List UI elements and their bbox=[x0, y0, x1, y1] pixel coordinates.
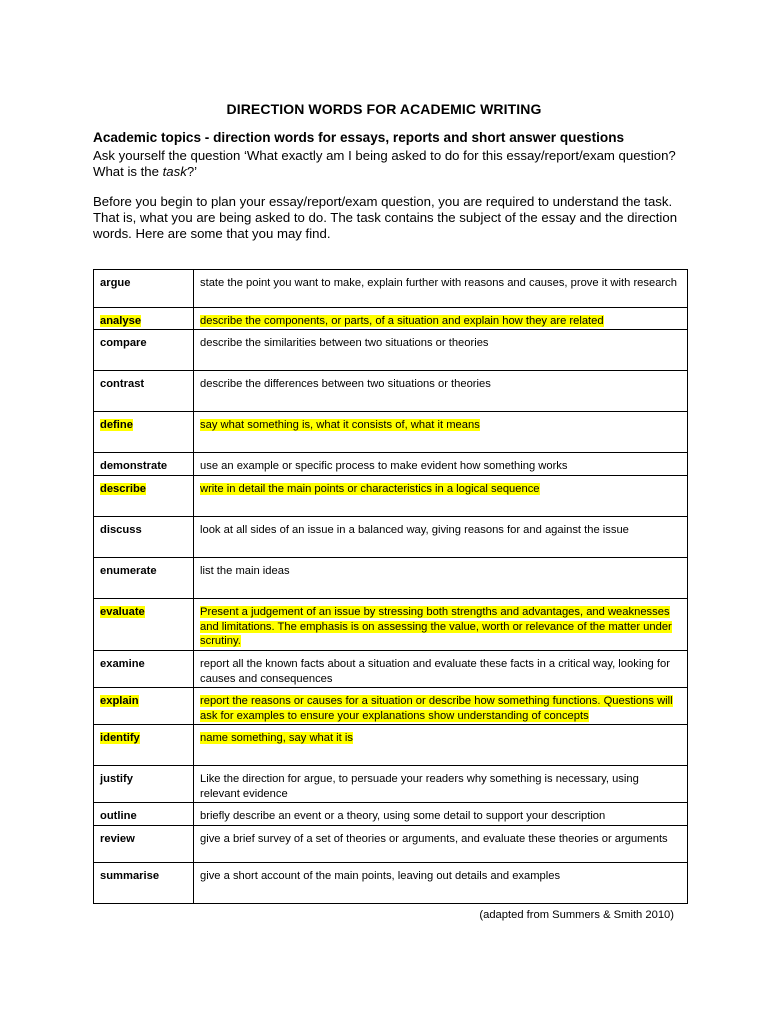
definition-cell bbox=[194, 371, 688, 412]
definition-cell bbox=[194, 725, 688, 766]
table-row bbox=[94, 599, 688, 651]
table-row bbox=[94, 766, 688, 803]
intro-section bbox=[93, 130, 678, 242]
table-row bbox=[94, 803, 688, 826]
term-cell bbox=[94, 270, 194, 308]
intro-paragraph: Before you begin to plan your essay/report/exam question, you are required to understand the task. That is, what you are being asked to do. The task contains the subject of the essay and the direction words. Here are some that you may find. bbox=[93, 194, 678, 241]
definition-text: report all the known facts about a situation and evaluate these facts in a critical way, looking for causes and consequences bbox=[200, 658, 670, 685]
direction-word: evaluate bbox=[100, 606, 145, 618]
page-title: DIRECTION WORDS FOR ACADEMIC WRITING bbox=[226, 101, 542, 117]
definition-cell bbox=[194, 453, 688, 476]
table-row bbox=[94, 371, 688, 412]
term-cell bbox=[94, 371, 194, 412]
definition-cell bbox=[194, 688, 688, 725]
direction-word: enumerate bbox=[100, 565, 157, 577]
table-row bbox=[94, 330, 688, 371]
definition-text: say what something is, what it consists of, what it means bbox=[200, 419, 480, 431]
definition-cell bbox=[194, 599, 688, 651]
definition-cell bbox=[194, 651, 688, 688]
term-cell bbox=[94, 330, 194, 371]
definition-text: describe the components, or parts, of a situation and explain how they are related bbox=[200, 315, 604, 327]
direction-word: examine bbox=[100, 658, 145, 670]
table-row bbox=[94, 725, 688, 766]
definition-cell bbox=[194, 270, 688, 308]
definition-cell bbox=[194, 330, 688, 371]
direction-words-table bbox=[93, 269, 688, 904]
definition-cell bbox=[194, 766, 688, 803]
table-row bbox=[94, 688, 688, 725]
table-row bbox=[94, 826, 688, 863]
term-cell bbox=[94, 599, 194, 651]
direction-word: analyse bbox=[100, 315, 142, 327]
direction-word: demonstrate bbox=[100, 460, 168, 472]
term-cell bbox=[94, 803, 194, 826]
definition-text: give a brief survey of a set of theories or arguments, and evaluate these theories or arguments bbox=[200, 833, 668, 845]
term-cell bbox=[94, 308, 194, 330]
definition-text: Like the direction for argue, to persuade your readers why something is necessary, using relevant evidence bbox=[200, 773, 639, 800]
definition-text: look at all sides of an issue in a balanced way, giving reasons for and against the issue bbox=[200, 524, 629, 536]
term-cell bbox=[94, 863, 194, 904]
definition-text: list the main ideas bbox=[200, 565, 290, 577]
direction-word: describe bbox=[100, 483, 147, 495]
term-cell bbox=[94, 651, 194, 688]
table-row bbox=[94, 270, 688, 308]
direction-word: review bbox=[100, 833, 135, 845]
direction-word: define bbox=[100, 419, 133, 431]
table-row bbox=[94, 863, 688, 904]
term-cell bbox=[94, 766, 194, 803]
table-row bbox=[94, 651, 688, 688]
definition-cell bbox=[194, 412, 688, 453]
direction-word: identify bbox=[100, 732, 140, 744]
question-paragraph bbox=[93, 148, 678, 180]
question-task-word: task bbox=[162, 164, 187, 179]
definition-cell bbox=[194, 558, 688, 599]
definition-cell bbox=[194, 826, 688, 863]
question-text-start: Ask yourself the question ‘What exactly am I being asked to do for this essay/report/exam question? What is the bbox=[93, 148, 676, 179]
definition-cell bbox=[194, 517, 688, 558]
term-cell bbox=[94, 558, 194, 599]
definition-text: briefly describe an event or a theory, using some detail to support your description bbox=[200, 810, 606, 822]
definition-text: report the reasons or causes for a situation or describe how something functions. Questions will ask for examples to ensure your explanations show understanding of concepts bbox=[200, 695, 673, 722]
direction-word: compare bbox=[100, 337, 147, 349]
definition-text: give a short account of the main points, leaving out details and examples bbox=[200, 870, 561, 882]
table-row bbox=[94, 453, 688, 476]
term-cell bbox=[94, 826, 194, 863]
direction-word: argue bbox=[100, 277, 131, 289]
table-row bbox=[94, 517, 688, 558]
direction-word: justify bbox=[100, 773, 133, 785]
term-cell bbox=[94, 688, 194, 725]
table-row bbox=[94, 558, 688, 599]
definition-cell bbox=[194, 803, 688, 826]
table-row bbox=[94, 412, 688, 453]
term-cell bbox=[94, 725, 194, 766]
definition-text: use an example or specific process to make evident how something works bbox=[200, 460, 568, 472]
definition-text: Present a judgement of an issue by stressing both strengths and advantages, and weaknesses and limitations. The emphasis is on assessing the value, worth or relevance of the matter under scrutiny. bbox=[200, 606, 672, 647]
question-text-end: ?’ bbox=[186, 164, 198, 179]
definition-text: write in detail the main points or characteristics in a logical sequence bbox=[200, 483, 540, 495]
definition-cell bbox=[194, 308, 688, 330]
term-cell bbox=[94, 476, 194, 517]
term-cell bbox=[94, 412, 194, 453]
definition-cell bbox=[194, 863, 688, 904]
direction-word: explain bbox=[100, 695, 139, 707]
direction-word: discuss bbox=[100, 524, 142, 536]
definition-cell bbox=[194, 476, 688, 517]
direction-word: contrast bbox=[100, 378, 145, 390]
source-note: (adapted from Summers & Smith 2010) bbox=[479, 909, 674, 921]
direction-word: outline bbox=[100, 810, 137, 822]
table-row bbox=[94, 308, 688, 330]
term-cell bbox=[94, 517, 194, 558]
definition-text: describe the similarities between two situations or theories bbox=[200, 337, 489, 349]
definition-text: describe the differences between two situations or theories bbox=[200, 378, 491, 390]
table-row bbox=[94, 476, 688, 517]
definition-text: state the point you want to make, explain further with reasons and causes, prove it with research bbox=[200, 277, 677, 289]
definition-text: name something, say what it is bbox=[200, 732, 353, 744]
subheading: Academic topics - direction words for essays, reports and short answer questions bbox=[93, 130, 625, 145]
term-cell bbox=[94, 453, 194, 476]
direction-word: summarise bbox=[100, 870, 160, 882]
